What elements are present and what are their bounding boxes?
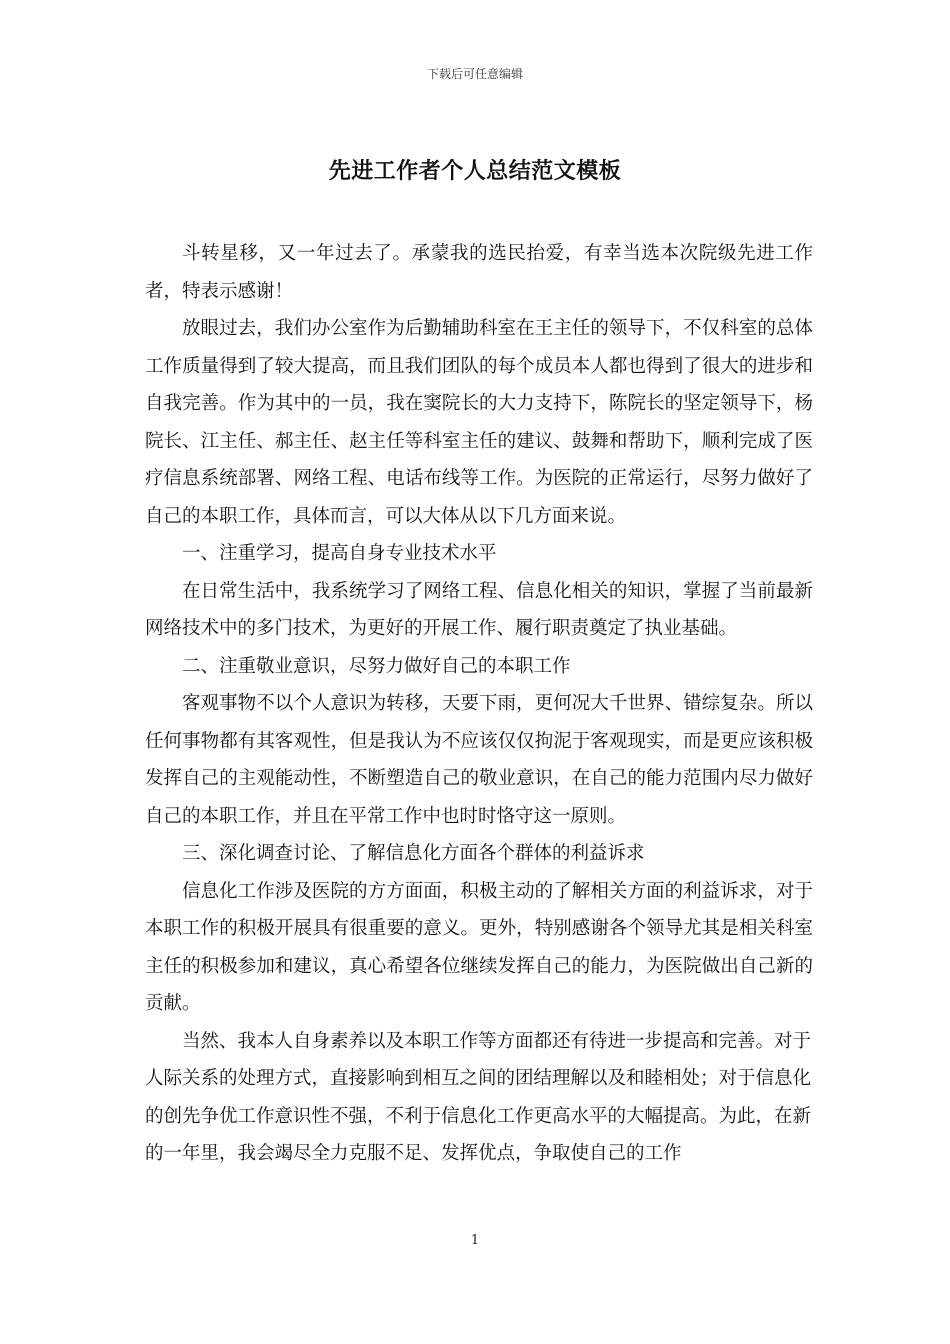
page-number: 1	[470, 1233, 480, 1248]
paragraph-conclusion: 当然、我本人自身素养以及本职工作等方面都还有待进一步提高和完善。对于人际关系的处理方式，直接影响到相互之间的团结理解以及和睦相处；对于信息化的创先争优工作意识性不强，不利于信息化工作更高水平的大幅提高。为此，在新的一年里，我会竭尽全力克服不足、发挥优点，争取使自己的工作	[145, 1030, 812, 1164]
section-heading-3: 三、深化调查讨论、了解信息化方面各个群体的利益诉求	[182, 843, 645, 864]
paragraph-section-1: 在日常生活中，我系统学习了网络工程、信息化相关的知识，掌握了当前最新网络技术中的多门技术，为更好的开展工作、履行职责奠定了执业基础。	[145, 580, 813, 639]
page-header: 下载后可任意编辑	[426, 67, 523, 81]
paragraph-review: 放眼过去，我们办公室作为后勤辅助科室在王主任的领导下，不仅科室的总体工作质量得到了较大提高，而且我们团队的每个成员本人都也得到了很大的进步和自我完善。作为其中的一员，我在窦院长的大力支持下，陈院长的坚定领导下，杨院长、江主任、郝主任、赵主任等科室主任的建议、鼓舞和帮助下，顺利完成了医疗信息系统部署、网络工程、电话布线等工作。为医院的正常运行，尽努力做好了自己的本职工作，具体而言，可以大体从以下几方面来说。	[145, 318, 813, 527]
section-heading-2: 二、注重敬业意识，尽努力做好自己的本职工作	[182, 655, 571, 677]
paragraph-section-3: 信息化工作涉及医院的方方面面，积极主动的了解相关方面的利益诉求，对于本职工作的积极开展具有很重要的意义。更外，特别感谢各个领导尤其是相关科室主任的积极参加和建议，真心希望各位继续发挥自己的能力，为医院做出自己新的贡献。	[145, 880, 813, 1014]
paragraph-intro: 斗转星移，又一年过去了。承蒙我的选民抬爱，有幸当选本次院级先进工作者，特表示感谢！	[145, 243, 813, 302]
document-body	[145, 235, 813, 1173]
paragraph-section-2: 客观事物不以个人意识为转移，天要下雨，更何况大千世界、错综复杂。所以任何事物都有其客观性，但是我认为不应该仅仅拘泥于客观现实，而是更应该积极发挥自己的主观能动性，不断塑造自己的敬业意识，在自己的能力范围内尽力做好自己的本职工作，并且在平常工作中也时时恪守这一原则。	[145, 693, 813, 827]
section-heading-1: 一、注重学习，提高自身专业技术水平	[182, 543, 497, 564]
document-title: 先进工作者个人总结范文模板	[328, 158, 622, 184]
